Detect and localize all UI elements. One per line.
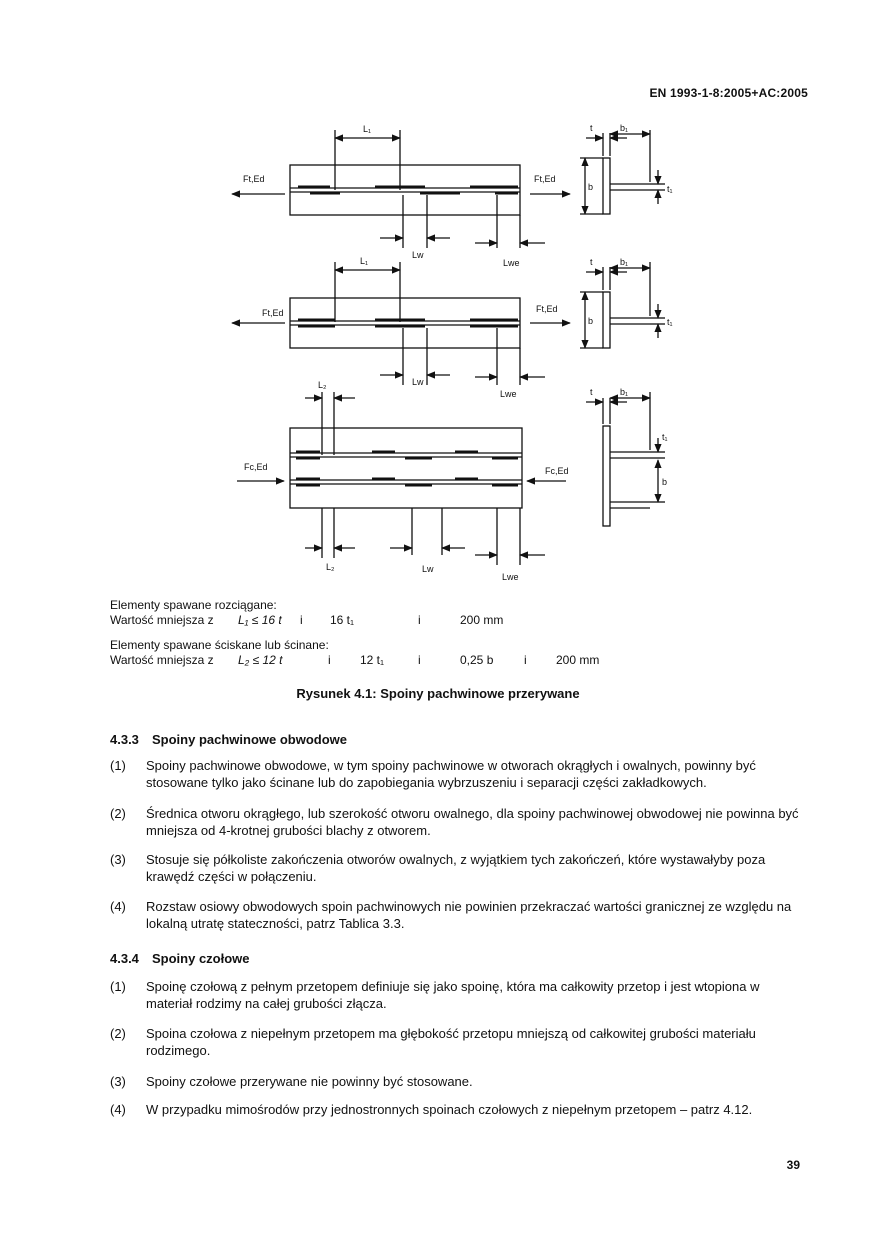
paragraph-434-4 [110, 1101, 800, 1118]
label-Ft-d2-left: Ft,Ed [262, 308, 284, 318]
paragraph-text: Spoiny pachwinowe obwodowe, w tym spoiny pachwinowe w otworach okrągłych i owalnych, powinny być stosowane tylko jako ścinane lub do zapobiegania wybrzuszeniu i separacji części zakładkowych. [146, 758, 756, 790]
diagram-1-tension-one-side [232, 130, 665, 248]
section-number: 4.3.3 [110, 732, 139, 747]
label-L2-d3-top: L₂ [318, 380, 327, 390]
compression-title: Elementy spawane ściskane lub ścinane: [110, 638, 329, 652]
label-t1-d3: t₁ [662, 432, 668, 442]
label-L1-d1: L₁ [363, 124, 372, 134]
label-b-d1: b [588, 182, 594, 192]
label-Lwe-d2: Lwe [500, 389, 517, 399]
paragraph-number: (4) [110, 899, 126, 914]
paragraph-number: (2) [110, 1026, 126, 1041]
diagram-3-compression [237, 392, 668, 565]
paragraph-434-3 [110, 1073, 800, 1090]
label-Ft-d1-left: Ft,Ed [243, 174, 265, 184]
weld-conditions [110, 598, 630, 668]
label-Lwe-d1: Lwe [503, 258, 520, 268]
paragraph-number: (1) [110, 758, 126, 773]
compression-v2: 0,25 b [460, 653, 494, 667]
paragraph-433-4 [110, 898, 800, 932]
compression-prefix: Wartość mniejsza z [110, 653, 214, 667]
label-b-d2: b [588, 316, 594, 326]
label-L2-d3-bottom: L₂ [326, 562, 335, 572]
label-t-d1: t [590, 123, 593, 133]
paragraph-text: Stosuje się półkoliste zakończenia otworów owalnych, z wyjątkiem tych zakończeń, które wystawałyby poza krawędź części w połączeniu. [146, 852, 766, 884]
label-Fc-d3-left: Fc,Ed [244, 462, 268, 472]
paragraph-text: Średnica otworu okrągłego, lub szerokość otworu owalnego, dla spoiny pachwinowej obwodowej nie powinna być mniejsza od 4-krotnej grubości blachy z otworem. [146, 806, 799, 838]
figure-caption: Rysunek 4.1: Spoiny pachwinowe przerywane [296, 686, 580, 701]
paragraph-434-2 [110, 1025, 800, 1059]
label-b1-d3: b₁ [620, 387, 629, 397]
label-b1-d1: b₁ [620, 123, 629, 133]
section-title: Spoiny czołowe [152, 951, 250, 966]
compression-and-1: i [328, 653, 331, 667]
compression-and-2: i [418, 653, 421, 667]
label-t1-d1: t₁ [667, 184, 673, 194]
tension-prefix: Wartość mniejsza z [110, 613, 214, 627]
paragraph-433-1 [110, 757, 800, 791]
tension-v2: 200 mm [460, 613, 504, 627]
paragraph-434-1 [110, 978, 800, 1012]
document-header: EN 1993-1-8:2005+AC:2005 [649, 86, 808, 100]
paragraph-number: (1) [110, 979, 126, 994]
paragraph-number: (4) [110, 1102, 126, 1117]
tension-expr: L₁ ≤ 16 t [238, 613, 282, 627]
label-L1-d2: L₁ [360, 256, 369, 266]
paragraph-text: Spoinę czołową z pełnym przetopem definiuje się jako spoinę, która ma całkowity przetop i jest wtopiona w materiał rodzimy na całej grubości złącza. [146, 979, 760, 1011]
label-b-d3: b [662, 477, 668, 487]
compression-v3: 200 mm [556, 653, 600, 667]
paragraph-433-2 [110, 805, 800, 839]
label-Ft-d2-right: Ft,Ed [536, 304, 558, 314]
label-Ft-d1-right: Ft,Ed [534, 174, 556, 184]
paragraph-number: (3) [110, 852, 126, 867]
paragraph-number: (3) [110, 1074, 126, 1089]
compression-and-3: i [524, 653, 527, 667]
paragraph-number: (2) [110, 806, 126, 821]
diagram-2-tension-both-sides [232, 262, 665, 385]
label-Lw-d2: Lw [412, 377, 424, 387]
tension-v1: 16 t₁ [330, 613, 355, 627]
section-number: 4.3.4 [110, 951, 139, 966]
tension-title: Elementy spawane rozciągane: [110, 598, 277, 612]
section-title: Spoiny pachwinowe obwodowe [152, 732, 348, 747]
label-Fc-d3-right: Fc,Ed [545, 466, 569, 476]
section-heading-434 [110, 951, 250, 966]
page-number: 39 [786, 1158, 800, 1172]
label-Lw-d3: Lw [422, 564, 434, 574]
tension-and-2: i [418, 613, 421, 627]
label-Lw-d1: Lw [412, 250, 424, 260]
compression-expr: L₂ ≤ 12 t [238, 653, 283, 667]
compression-v1: 12 t₁ [360, 653, 385, 667]
tension-and-1: i [300, 613, 303, 627]
label-t1-d2: t₁ [667, 317, 673, 327]
label-Lwe-d3: Lwe [502, 572, 519, 582]
paragraph-text: Spoina czołowa z niepełnym przetopem ma głębokość przetopu mniejszą od całkowitej grubości materiału rodzimego. [146, 1026, 756, 1058]
section-heading-433 [110, 732, 347, 747]
paragraph-text: Spoiny czołowe przerywane nie powinny być stosowane. [146, 1074, 473, 1089]
paragraph-433-3 [110, 851, 800, 885]
label-t-d3: t [590, 387, 593, 397]
paragraph-text: Rozstaw osiowy obwodowych spoin pachwinowych nie powinien przekraczać wartości granicznej ze względu na lokalną utratę stateczności, patrz Tablica 3.3. [146, 899, 792, 931]
paragraph-text: W przypadku mimośrodów przy jednostronnych spoinach czołowych z niepełnym przetopem – patrz 4.12. [146, 1102, 753, 1117]
label-t-d2: t [590, 257, 593, 267]
label-b1-d2: b₁ [620, 257, 629, 267]
